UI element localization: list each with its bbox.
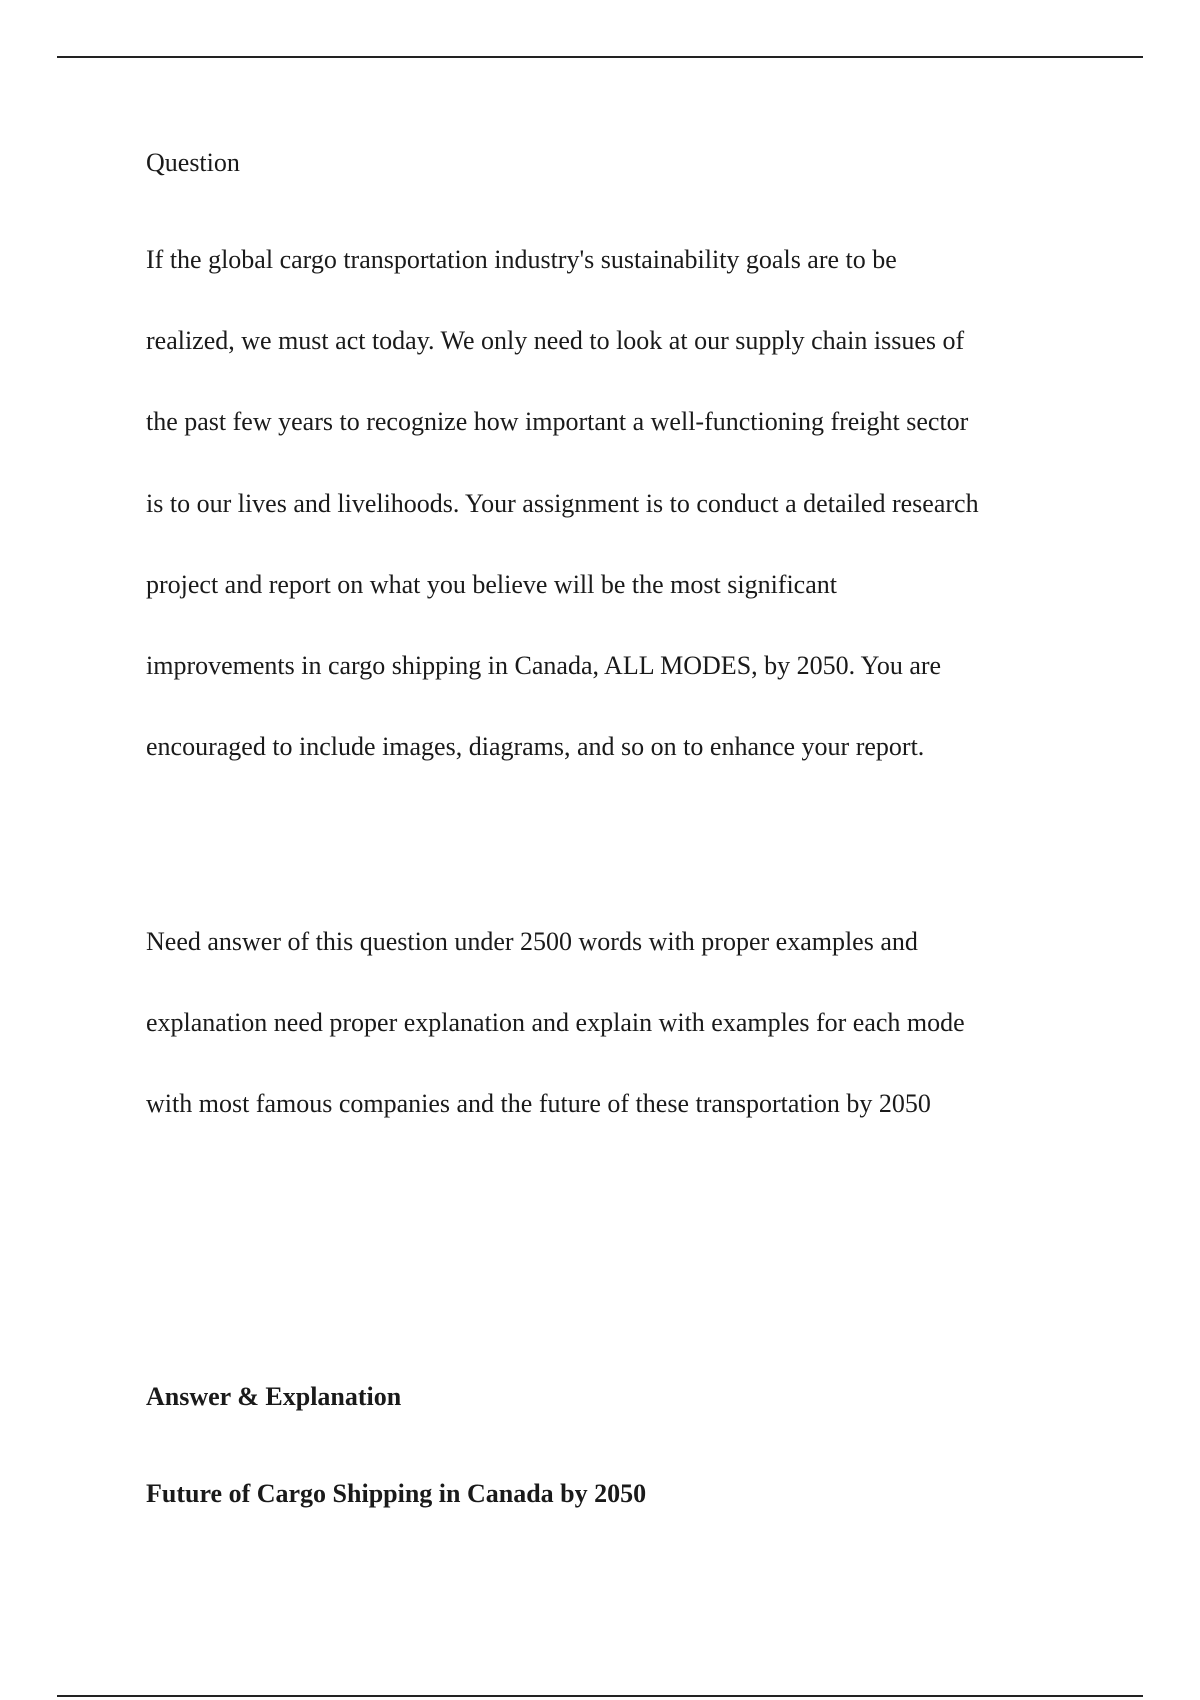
answer-subheading: Future of Cargo Shipping in Canada by 2050 [146, 1479, 647, 1508]
top-rule [57, 56, 1143, 58]
question-line: encouraged to include images, diagrams, and so on to enhance your report. [146, 732, 925, 761]
answer-heading: Answer & Explanation [146, 1382, 402, 1411]
question-line: realized, we must act today. We only need to look at our supply chain issues of [146, 326, 965, 355]
request-line: Need answer of this question under 2500 words with proper examples and [146, 927, 918, 956]
question-label: Question [146, 148, 240, 177]
question-line: If the global cargo transportation industry's sustainability goals are to be [146, 245, 897, 274]
request-line: explanation need proper explanation and explain with examples for each mode [146, 1008, 965, 1037]
question-line: project and report on what you believe will be the most significant [146, 570, 837, 599]
question-line: is to our lives and livelihoods. Your assignment is to conduct a detailed research [146, 489, 979, 518]
bottom-rule [57, 1695, 1143, 1697]
question-line: the past few years to recognize how important a well-functioning freight sector [146, 407, 969, 436]
request-line: with most famous companies and the future of these transportation by 2050 [146, 1089, 931, 1118]
question-line: improvements in cargo shipping in Canada, ALL MODES, by 2050. You are [146, 651, 942, 680]
